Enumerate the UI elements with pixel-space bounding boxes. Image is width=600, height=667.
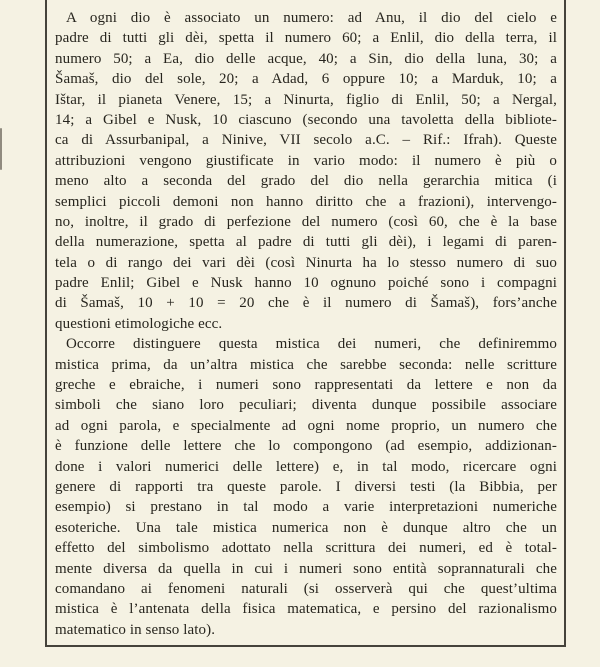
text-line: mistica è l’antenata della fisica matematica, e persino del razionalismo xyxy=(55,601,557,618)
body-text xyxy=(55,8,557,640)
text-line: Ištar, il pianeta Venere, 15; a Ninurta, figlio di Enlil, 50; a Nergal, xyxy=(55,91,557,108)
text-line: Šamaš, dio del sole, 20; a Adad, 6 oppure 10; a Marduk, 10; a xyxy=(55,71,557,88)
scan-edge-artifact xyxy=(0,128,2,170)
text-line: semplici piccoli demoni non hanno diritto che a frazioni), intervengo- xyxy=(55,193,557,210)
text-line: greche e ebraiche, i numeri sono rappresentati da lettere e non da xyxy=(55,377,557,394)
text-line: della numerazione, spetta al padre di tutti gli dèi), i legami di paren- xyxy=(55,234,557,251)
text-line: attribuzioni vengono giustificate in vario modo: il numero è più o xyxy=(55,152,557,169)
text-line: genere di rapporti tra queste parole. I diversi testi (la Bibbia, per xyxy=(55,478,557,495)
text-line: ca di Assurbanipal, a Ninive, VII secolo a.C. – Rif.: Ifrah). Queste xyxy=(55,132,557,149)
text-line: esoteriche. Una tale mistica numerica non è dunque altro che un xyxy=(55,519,557,536)
text-line: done i valori numerici delle lettere) e, in tal modo, ricercare ogni xyxy=(55,458,557,475)
text-line: comandano ai fenomeni naturali (si osserverà qui che quest’ultima xyxy=(55,580,557,597)
text-line: simboli che siano loro peculiari; diventa dunque possibile associare xyxy=(55,397,557,414)
text-line: di Šamaš, 10 + 10 = 20 che è il numero di Šamaš), fors’anche xyxy=(55,295,557,312)
text-line: mente diversa da quella in cui i numeri sono entità soprannaturali che xyxy=(55,560,557,577)
text-line: è funzione delle lettere che lo compongono (ad esempio, addizionan- xyxy=(55,438,557,455)
text-line: Occorre distinguere questa mistica dei numeri, che definiremmo xyxy=(66,336,557,353)
text-line: tela o di rango dei vari dèi (così Ninurta ha lo stesso numero di suo xyxy=(55,254,557,271)
text-line: padre di tutti gli dèi, spetta il numero 60; a Enlil, dio della terra, il xyxy=(55,30,557,47)
text-line: meno alto a seconda del grado del dio nella gerarchia mitica (i xyxy=(55,173,557,190)
text-line: padre Enlil; Gibel e Nusk hanno 10 ognuno poiché sono i compagni xyxy=(55,275,557,292)
text-line: numero 50; a Ea, dio delle acque, 40; a Sin, dio della luna, 30; a xyxy=(55,50,557,67)
text-line: ad ogni parola, e specialmente ad ogni nome proprio, un numero che xyxy=(55,417,557,434)
text-line: no, inoltre, il grado di perfezione del numero (così 60, che è la base xyxy=(55,213,557,230)
text-line: esempio) si prestano in tal modo a varie interpretazioni numeriche xyxy=(55,499,557,516)
text-line: 14; a Gibel e Nusk, 10 ciascuno (secondo una tavoletta della bibliote- xyxy=(55,111,557,128)
text-line: effetto del simbolismo adottato nella scrittura dei numeri, ed è total- xyxy=(55,540,557,557)
text-line: questioni etimologiche ecc. xyxy=(55,315,223,332)
text-line: A ogni dio è associato un numero: ad Anu, il dio del cielo e xyxy=(66,10,557,26)
text-line: mistica prima, da un’altra mistica che sarebbe seconda: nelle scritture xyxy=(55,356,557,373)
text-line: matematico in senso lato). xyxy=(55,621,216,638)
